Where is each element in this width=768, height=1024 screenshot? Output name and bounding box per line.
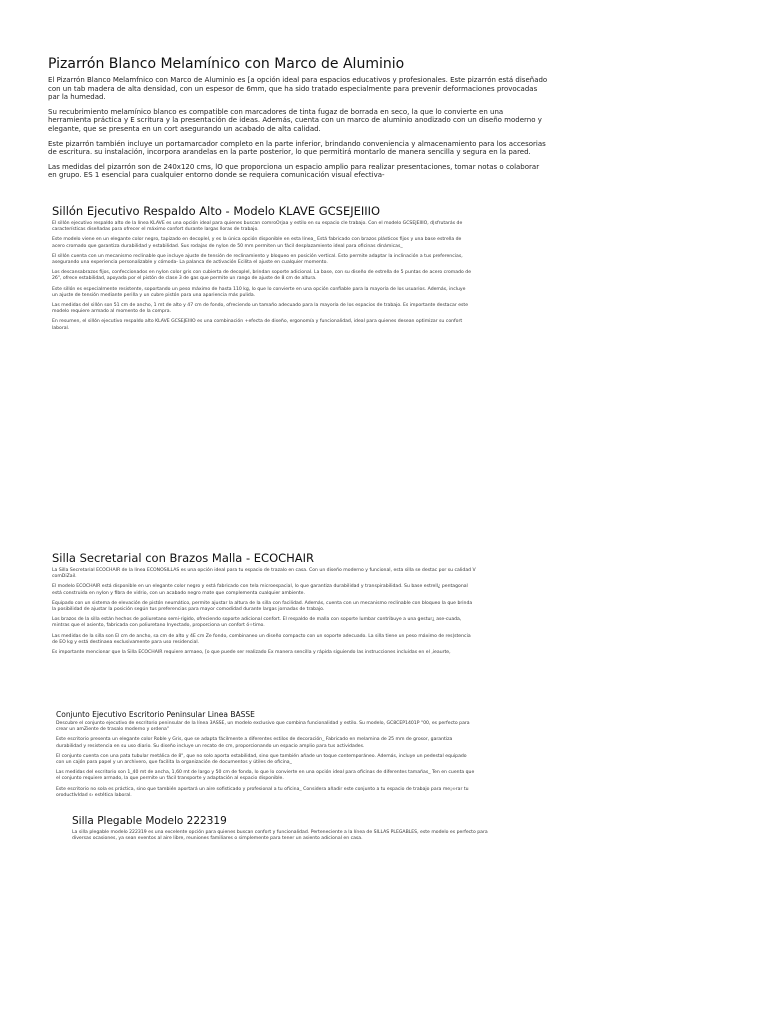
paragraph: Las medidas del pizarrón son de 240x120 cms, lO que proporciona un espacio amplio para realizar presentaciones, tomar notas o colaborar en grupo. ES 1 esencial para cualquier entorno donde se requiera comunicación visual efectiva-: [48, 162, 540, 180]
paragraph: Las medidas del sillón son 51 cm de ancho, 1 mt de alto y 47 cm de fondo, ofreciendo un tamaño adecuado para la mayoría de los espacios de trabajo. Es importante destacar este modelo requiere armado al momento de la compra.: [52, 303, 469, 315]
section-pizarron: [48, 56, 548, 186]
paragraph: Las medidas del escritorio son 1_40 mt de ancha, 1,60 mt de largo y 50 cm de fonda, lo que lo convierte en una opción ideal para oficinas de diferentes tamañas_ Ten en cuenta que el conjunto requiere armado, la que permite un fácil transporte y adaptación al espacio disponible.: [56, 770, 475, 782]
paragraph: Descubre el conjunto ejecutivo de escritorio peninsular de la línea 3ASSE, un modelo exclusivo que combina funcionalidad y estilo. Su modelo, GC8CEP1401P "00, es perfecto para crear un amZiente de trasalo moderno y ordena": [56, 721, 470, 733]
section-title: Sillón Ejecutivo Respaldo Alto - Modelo KLAVE GCSEJEIIIO: [52, 204, 381, 218]
paragraph: El sillón ejecutivo respaldo alto de la línea KLAVE es una opción ideal para quienes buscan comroOrjaa y estilo en su espacio cle trabajo. Con el modelo GCSEJEIIIO, d|sfrutarás de características diseñadas para ofrecer el máximo confort durante largas lloras de trabajo.: [52, 221, 463, 233]
paragraph: Las medidas de la silla son El cm de ancho, sa cm de alto y 4E cm Ze fondo, combinaneo un diseño compacto con un soporte adecuado. La silla tiene un peso máximo de res|stencia de EO kg y está destinaea exclusivamente para uso residencial.: [52, 633, 471, 645]
paragraph: Equipado con un sistema de elevación de pistón neumático, permite ajustar la altura de la silla con facilidad. Además, cuenta con un mecanismo reclinable con bloqueo la que brinda la posibilidad de ajustar la posición según tus preferencias para mayor comodidad durante largas jornadas de trabajo.: [52, 600, 473, 613]
section-title: Silla Plegable Modelo 222319: [72, 815, 227, 827]
section-title: Conjunto Ejecutivo Escritorio Peninsular Linea BASSE: [56, 710, 255, 719]
paragraph: Este sillón es especialmente resistente, soportando un peso máximo de hasta 110 kg, lo que lo convierte en una opción confiable para la mayoría de los usuarios. Además, incluye un ajuste de tensión mediante perilla y un cubre pistón para una apariencia más pulida.: [52, 286, 466, 298]
paragraph: La silla plegable modelo 222319 es una excelente opción para quienes buscan confort y funcionalidad. Perteneciente a la línea de SILLAS PLEGABLES, este modelo es perfecto para diversas ocasiones, ya sean eventos al aire libre, reuniones familiares o simplemente para tener un asiento adicional en casa.: [72, 830, 488, 842]
section-escritorio-basse: [56, 710, 476, 803]
paragraph: El Pizarrón Blanco Melamfnico con Marco de Aluminio es [a opción ideal para espacios educativos y profesionales. Este pizarrón está diseñado con un tab madera de alta densidad, con un espesor de 6mm, que ha sido tratado especialmente para prevenir deformaciones provocadas par la humedad.: [48, 76, 548, 102]
paragraph: El conjunto cuenta con una pata tubular metálica de 8", que no solo aporta estabilidad, sino que también añade un toque contemporáneo. Además, incluye un pedestal equipado con un cajón para papel y un archivero, que facilita la organización de documentos y útiles de oficina_: [56, 753, 467, 766]
section-silla-plegable: [72, 815, 492, 846]
paragraph: Este escritorio no sola es práctica, sino que también aportará un aire sofisticado y profesional a tu oficina_ Considera añadir este conjunto a tu espacio de trabajo para me¡∞rar tu oroductIvIdad s‹ estética laboral.: [56, 786, 469, 798]
paragraph: El modelo ECOCHAIR está disponible en un elegante color negro y está fabricado con tela microespacial, lo que garantiza durabilidad y transpirabilidad. Su base estrell¿ pentagonal está construida en nylon y fibra de vidrio, con un acabado negro mate que complementa cualquier ambiente.: [52, 584, 468, 596]
section-silla-secretarial: [52, 551, 477, 660]
paragraph: La Silla Secretarial ECOCHAIR de la línea ECONOSILLAS es una opción ideal para tu espacio de trazalo en casa. Con un diseño moderno y funcional, esta silla se destac por su calidad V comDiZail.: [52, 568, 476, 580]
section-sillon-ejecutivo: [52, 204, 472, 336]
paragraph: Es importante mencionar que la Silla ECOCHAIR requiere armaeo, [o que puede ser realizado Ex manera sencilla y rápida siguiendo las instrucciones incluidas en el ,ieaurte,: [52, 650, 451, 656]
paragraph: Este modelo viene en un elegante color negro, tapizado en decoplel, y es la única opción disponible en esta línea_ Está fabricado con brazos plásticos fijos y una base estrella de acero cromado que garantiza durabilidad y estabilidad. Sus rodajas de nylon de 50 mm permiten un fácil desplazamiento ideal para oficinas dinámicas_: [52, 237, 462, 249]
section-title: Pizarrón Blanco Melamínico con Marco de Aluminio: [48, 56, 405, 72]
paragraph: El sillón cuenta con un mecanismo reclinable que incluye ajuste de tensión de reclinamiento y bloqueo en posición vertical. Esto permite adaptar la inclinación a tus preferencias, asegurando una experiencia personalizable y cómoda- La palanca de activación Ecilita el ajuste en cualquier momento.: [52, 253, 463, 266]
paragraph: En resumen, el sillón ejecutivo respaldo alto KLAVE GCSEJEIIIO es una combinación +efecta de diseño, ergonomía y funcionalidad, ideal para quienes desean optimizar su confort laboral.: [52, 319, 463, 331]
section-title: Silla Secretarial con Brazos Malla - ECOCHAIR: [52, 551, 315, 565]
paragraph: Los brazos de la silla están hechos de poliuretano semi-rigido, ofreciendo soporte adicional confort. El respaldo de malla con soporte lumbar contribuye a una gestur¿ ase-cuada, mintras que el asiento, fabricada con poliuretano Inyectado, proporciona un confort ó÷timo.: [52, 617, 462, 629]
paragraph: Los descansabrazos fijos, confeccionados en nylon color gris con cubierta de decoplel, brindan soporte adicional. La base, con su diseño de estrella de 5 puntas de acero cromado de 26", ofrece estabilidad, apoyada por el pistón de clase 3 de gas que permite un rango de ajuste de 8 cm de altura.: [52, 270, 472, 282]
paragraph: Su recubrimiento melamínico blanco es compatible con marcadores de tinta fugaz de borrada en seco, la que lo convierte en una herramienta práctica y E scritura y la presentación de ideas. Además, cuenta con un marco de aluminio anodizado con un diseño moderno y elegante, que se presenta en un cort asegurando un acabado de alta calidad.: [48, 107, 542, 133]
paragraph: Este escritorio presenta un elegante color Roble y Gris, que se adapta fácilmente a diferentes estilos de decoración_ Fabricado en melamina de 25 mm de grosor, garantiza durabilidad y resistencia en su uso diario. Su diseño incluye un recato de cm, proporcionando un espacio amplio para tus actividades.: [56, 737, 453, 749]
paragraph: Este pizarrón también incluye un portamarcador completo en la parte inferior, brindando conveniencia y almacenamiento para los accesorias de escritura. su instalación, incorpora arandelas en la parte posterior, lo que permitirá montarlo de manera sencilla y segura en la pared.: [48, 139, 546, 157]
